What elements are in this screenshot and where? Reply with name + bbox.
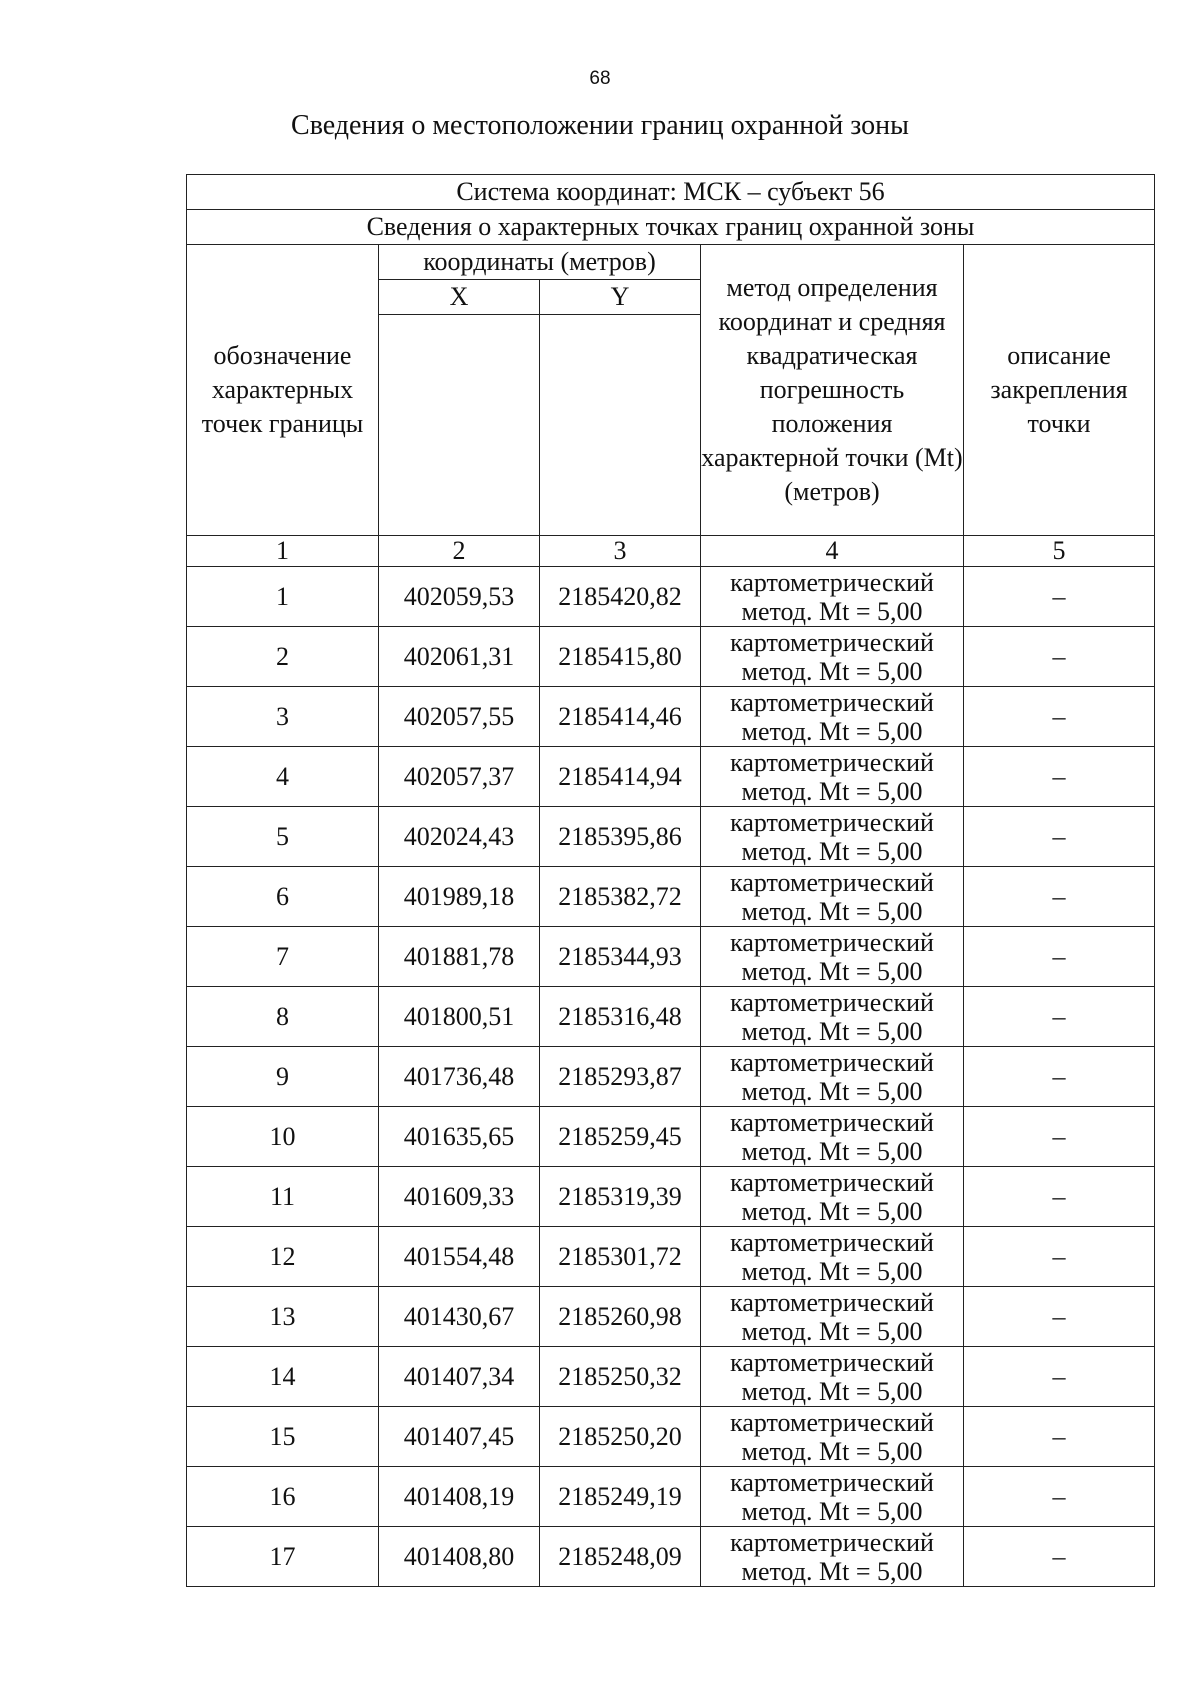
points-info-row — [187, 210, 1155, 245]
x-coordinate: 401407,45 — [379, 1407, 540, 1467]
table-row — [187, 987, 1155, 1047]
point-description: – — [964, 807, 1155, 867]
table-row — [187, 1227, 1155, 1287]
column-number: 4 — [701, 536, 964, 567]
point-description: – — [964, 747, 1155, 807]
method-line-2: метод. Mt = 5,00 — [741, 1016, 923, 1046]
method-line-2: метод. Mt = 5,00 — [741, 956, 923, 986]
x-coordinate: 402024,43 — [379, 807, 540, 867]
y-coordinate: 2185293,87 — [540, 1047, 701, 1107]
point-description: – — [964, 567, 1155, 627]
x-coordinate: 402057,55 — [379, 687, 540, 747]
table-row — [187, 927, 1155, 987]
header-x-spacer — [379, 315, 540, 536]
table-row — [187, 567, 1155, 627]
coordinate-system-row — [187, 175, 1155, 210]
y-coordinate: 2185382,72 — [540, 867, 701, 927]
table-row — [187, 687, 1155, 747]
y-coordinate: 2185250,32 — [540, 1347, 701, 1407]
method-line-2: метод. Mt = 5,00 — [741, 1196, 923, 1226]
x-coordinate: 401408,80 — [379, 1527, 540, 1587]
point-description: – — [964, 867, 1155, 927]
table-row — [187, 1527, 1155, 1587]
point-number: 4 — [187, 747, 379, 807]
table-row — [187, 1167, 1155, 1227]
point-number: 8 — [187, 987, 379, 1047]
method-cell — [701, 567, 964, 627]
y-coordinate: 2185420,82 — [540, 567, 701, 627]
points-info-cell: Сведения о характерных точках границ охранной зоны — [187, 210, 1155, 245]
method-line-1: картометрический — [730, 1167, 934, 1197]
y-coordinate: 2185301,72 — [540, 1227, 701, 1287]
table-row — [187, 1047, 1155, 1107]
y-coordinate: 2185249,19 — [540, 1467, 701, 1527]
header-coordinates: координаты (метров) — [379, 245, 701, 280]
point-description: – — [964, 1167, 1155, 1227]
point-description: – — [964, 1107, 1155, 1167]
y-coordinate: 2185250,20 — [540, 1407, 701, 1467]
method-line-1: картометрический — [730, 987, 934, 1017]
point-number: 10 — [187, 1107, 379, 1167]
point-number: 1 — [187, 567, 379, 627]
table-row — [187, 627, 1155, 687]
x-coordinate: 401407,34 — [379, 1347, 540, 1407]
column-number: 1 — [187, 536, 379, 567]
x-coordinate: 401408,19 — [379, 1467, 540, 1527]
method-line-1: картометрический — [730, 1227, 934, 1257]
y-coordinate: 2185415,80 — [540, 627, 701, 687]
method-cell — [701, 747, 964, 807]
method-line-2: метод. Mt = 5,00 — [741, 1316, 923, 1346]
x-coordinate: 402061,31 — [379, 627, 540, 687]
method-line-1: картометрический — [730, 687, 934, 717]
point-description: – — [964, 1527, 1155, 1587]
x-coordinate: 401430,67 — [379, 1287, 540, 1347]
table-row — [187, 1467, 1155, 1527]
point-number: 15 — [187, 1407, 379, 1467]
header-y: Y — [540, 280, 701, 315]
method-line-2: метод. Mt = 5,00 — [741, 1436, 923, 1466]
method-cell — [701, 627, 964, 687]
method-line-2: метод. Mt = 5,00 — [741, 836, 923, 866]
method-cell — [701, 1407, 964, 1467]
header-row — [187, 245, 1155, 280]
method-cell — [701, 1167, 964, 1227]
table-row — [187, 1347, 1155, 1407]
column-number: 2 — [379, 536, 540, 567]
method-cell — [701, 867, 964, 927]
table-row — [187, 1407, 1155, 1467]
y-coordinate: 2185319,39 — [540, 1167, 701, 1227]
y-coordinate: 2185248,09 — [540, 1527, 701, 1587]
method-cell — [701, 1047, 964, 1107]
header-description: описание закрепления точки — [964, 245, 1155, 536]
y-coordinate: 2185344,93 — [540, 927, 701, 987]
x-coordinate: 401635,65 — [379, 1107, 540, 1167]
x-coordinate: 401989,18 — [379, 867, 540, 927]
point-number: 13 — [187, 1287, 379, 1347]
method-line-2: метод. Mt = 5,00 — [741, 656, 923, 686]
header-y-spacer — [540, 315, 701, 536]
point-description: – — [964, 1347, 1155, 1407]
x-coordinate: 401609,33 — [379, 1167, 540, 1227]
method-line-1: картометрический — [730, 627, 934, 657]
y-coordinate: 2185414,94 — [540, 747, 701, 807]
document-title: Сведения о местоположении границ охранной зоны — [291, 110, 909, 141]
column-number-row — [187, 536, 1155, 567]
method-cell — [701, 687, 964, 747]
method-cell — [701, 927, 964, 987]
y-coordinate: 2185260,98 — [540, 1287, 701, 1347]
method-line-2: метод. Mt = 5,00 — [741, 596, 923, 626]
method-cell — [701, 1227, 964, 1287]
method-line-1: картометрический — [730, 1347, 934, 1377]
method-line-1: картометрический — [730, 1407, 934, 1437]
header-designation: обозначение характерных точек границы — [187, 245, 379, 536]
method-line-1: картометрический — [730, 567, 934, 597]
point-number: 5 — [187, 807, 379, 867]
y-coordinate: 2185316,48 — [540, 987, 701, 1047]
table-row — [187, 807, 1155, 867]
point-description: – — [964, 1047, 1155, 1107]
method-line-2: метод. Mt = 5,00 — [741, 716, 923, 746]
header-method: метод определения координат и средняя квадратическая погрешность положения характерной точки (Mt) (метров) — [701, 245, 964, 536]
method-line-2: метод. Mt = 5,00 — [741, 1496, 923, 1526]
y-coordinate: 2185414,46 — [540, 687, 701, 747]
point-number: 7 — [187, 927, 379, 987]
method-cell — [701, 1527, 964, 1587]
method-line-1: картометрический — [730, 1527, 934, 1557]
column-number: 3 — [540, 536, 701, 567]
header-x: X — [379, 280, 540, 315]
method-line-1: картометрический — [730, 747, 934, 777]
point-number: 11 — [187, 1167, 379, 1227]
x-coordinate: 401554,48 — [379, 1227, 540, 1287]
coordinate-system-cell: Система координат: МСК – субъект 56 — [187, 175, 1155, 210]
point-number: 17 — [187, 1527, 379, 1587]
table-row — [187, 747, 1155, 807]
point-description: – — [964, 987, 1155, 1047]
method-line-2: метод. Mt = 5,00 — [741, 1136, 923, 1166]
point-number: 6 — [187, 867, 379, 927]
point-number: 12 — [187, 1227, 379, 1287]
point-number: 16 — [187, 1467, 379, 1527]
method-line-2: метод. Mt = 5,00 — [741, 896, 923, 926]
point-number: 14 — [187, 1347, 379, 1407]
method-cell — [701, 807, 964, 867]
method-line-1: картометрический — [730, 1107, 934, 1137]
method-cell — [701, 1467, 964, 1527]
method-line-2: метод. Mt = 5,00 — [741, 1556, 923, 1586]
x-coordinate: 402057,37 — [379, 747, 540, 807]
point-description: – — [964, 1287, 1155, 1347]
method-line-1: картометрический — [730, 1467, 934, 1497]
method-line-2: метод. Mt = 5,00 — [741, 1376, 923, 1406]
y-coordinate: 2185395,86 — [540, 807, 701, 867]
x-coordinate: 401800,51 — [379, 987, 540, 1047]
method-line-2: метод. Mt = 5,00 — [741, 776, 923, 806]
point-description: – — [964, 927, 1155, 987]
column-number: 5 — [964, 536, 1155, 567]
method-line-1: картометрический — [730, 1047, 934, 1077]
page-number: 68 — [589, 68, 611, 89]
y-coordinate: 2185259,45 — [540, 1107, 701, 1167]
method-line-1: картометрический — [730, 867, 934, 897]
method-cell — [701, 987, 964, 1047]
x-coordinate: 401736,48 — [379, 1047, 540, 1107]
method-cell — [701, 1107, 964, 1167]
method-cell — [701, 1347, 964, 1407]
table-row — [187, 867, 1155, 927]
method-line-2: метод. Mt = 5,00 — [741, 1076, 923, 1106]
x-coordinate: 402059,53 — [379, 567, 540, 627]
point-number: 3 — [187, 687, 379, 747]
point-description: – — [964, 687, 1155, 747]
point-description: – — [964, 1467, 1155, 1527]
point-number: 9 — [187, 1047, 379, 1107]
method-line-1: картометрический — [730, 807, 934, 837]
method-line-1: картометрический — [730, 1287, 934, 1317]
point-description: – — [964, 1227, 1155, 1287]
method-line-1: картометрический — [730, 927, 934, 957]
table-row — [187, 1287, 1155, 1347]
coordinates-table — [186, 174, 1155, 1587]
point-number: 2 — [187, 627, 379, 687]
point-description: – — [964, 627, 1155, 687]
table-row — [187, 1107, 1155, 1167]
method-line-2: метод. Mt = 5,00 — [741, 1256, 923, 1286]
point-description: – — [964, 1407, 1155, 1467]
method-cell — [701, 1287, 964, 1347]
x-coordinate: 401881,78 — [379, 927, 540, 987]
